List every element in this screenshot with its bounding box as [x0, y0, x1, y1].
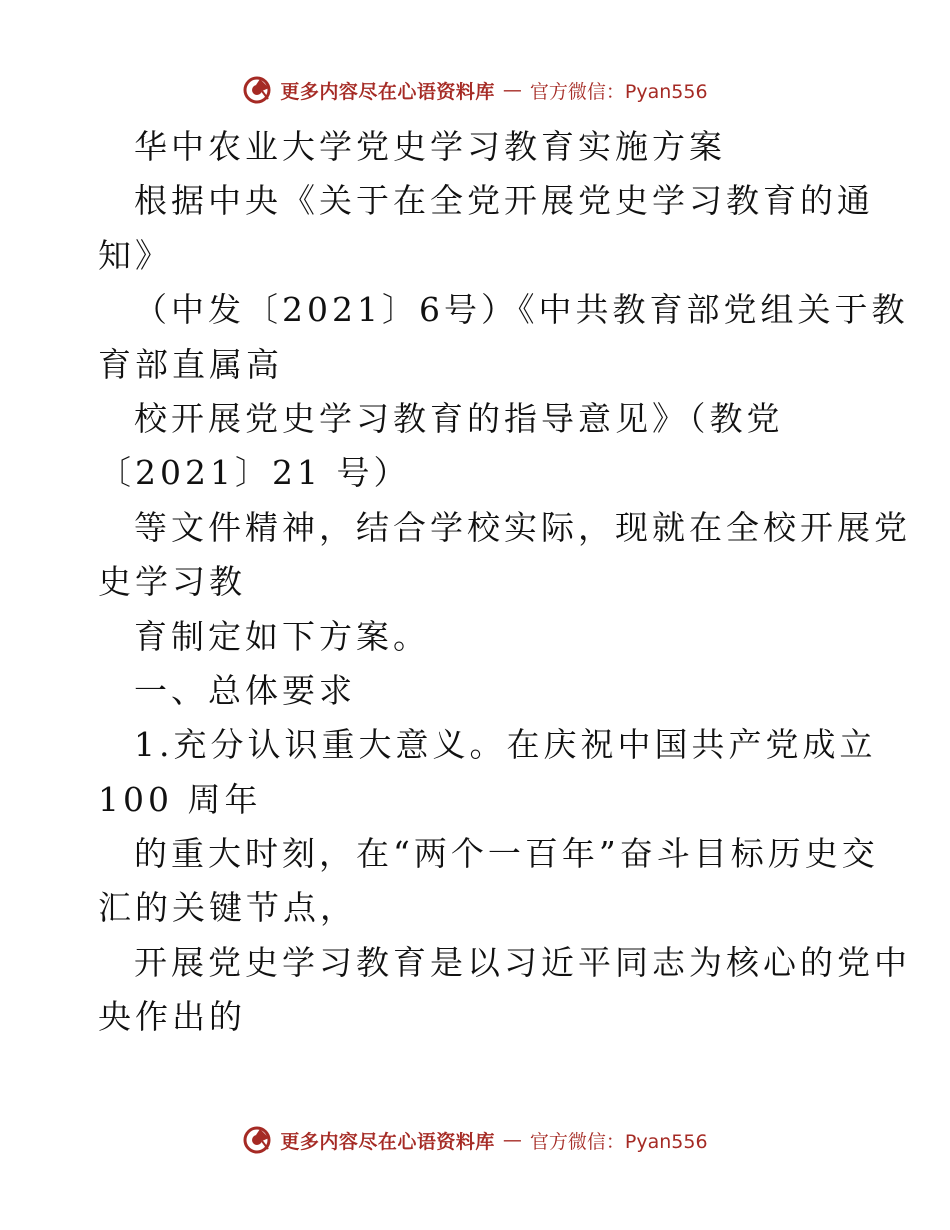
paragraph-line: 等文件精神，结合学校实际，现就在全校开展党: [134, 507, 911, 547]
pen-logo-icon: [242, 1125, 272, 1155]
paragraph-line: 知》: [98, 235, 172, 275]
watermark-separator: —: [502, 79, 522, 101]
paragraph-line: 汇的关键节点，: [98, 888, 357, 928]
watermark-site-text: 更多内容尽在心语资料库: [280, 1130, 495, 1153]
paragraph-line: 100 周年: [98, 779, 262, 819]
paragraph-line: 校开展党史学习教育的指导意见》（教党: [134, 398, 784, 438]
document-body: [98, 120, 911, 1045]
watermark-header: [0, 70, 950, 110]
paragraph-line: 根据中央《关于在全党开展党史学习教育的通: [134, 181, 874, 221]
paragraph-line: （中发〔2021〕6号）《中共教育部党组关于教: [134, 290, 909, 330]
paragraph-line: 央作出的: [98, 997, 246, 1037]
paragraph-line: 〔2021〕21 号）: [98, 453, 411, 493]
paragraph-line: 育制定如下方案。: [134, 616, 430, 656]
document-title: 华中农业大学党史学习教育实施方案: [134, 127, 726, 166]
watermark-wechat-text: 官方微信：Pyan556: [529, 1130, 708, 1153]
section-heading: 一、总体要求: [134, 670, 356, 710]
watermark-wechat-text: 官方微信：Pyan556: [529, 80, 708, 103]
watermark-separator: —: [502, 1129, 522, 1151]
watermark-footer: [0, 1120, 950, 1160]
watermark-site-text: 更多内容尽在心语资料库: [280, 80, 495, 103]
paragraph-line: 开展党史学习教育是以习近平同志为核心的党中: [134, 942, 911, 982]
paragraph-line: 的重大时刻，在“两个一百年”奋斗目标历史交: [134, 834, 879, 874]
paragraph-line: 史学习教: [98, 562, 246, 602]
paragraph-line: 育部直属高: [98, 344, 283, 384]
pen-logo-icon: [242, 75, 272, 105]
paragraph-line: 1.充分认识重大意义。在庆祝中国共产党成立: [134, 725, 877, 765]
